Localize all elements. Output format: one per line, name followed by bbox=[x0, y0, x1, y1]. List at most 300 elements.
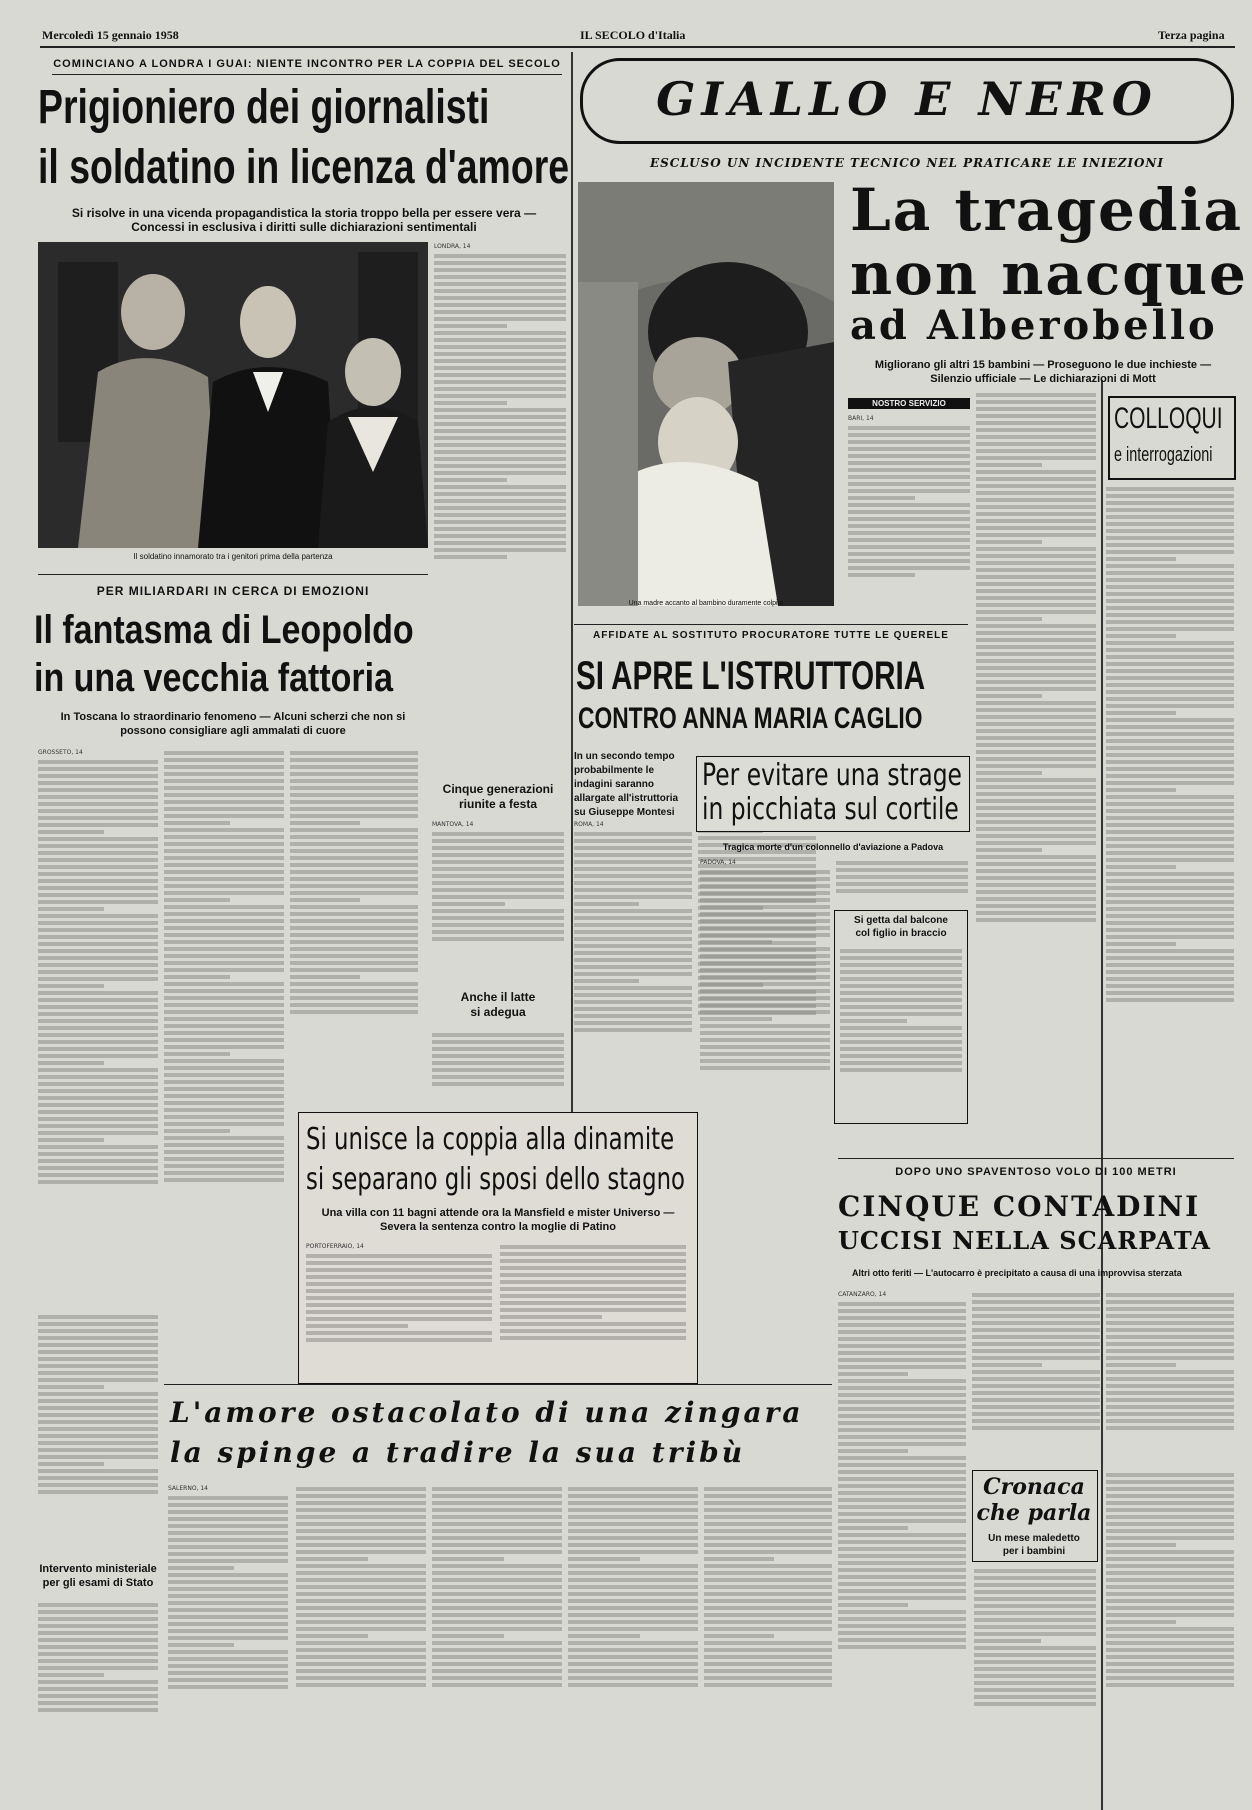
text-line bbox=[38, 942, 158, 946]
text-line bbox=[848, 524, 970, 528]
soldier-dateline: LONDRA, 14 bbox=[434, 243, 471, 250]
text-line bbox=[976, 722, 1096, 726]
generazioni-title: Cinque generazioni riunite a festa bbox=[442, 782, 554, 811]
text-line bbox=[432, 916, 564, 920]
text-line bbox=[164, 996, 284, 1000]
text-line bbox=[974, 1576, 1096, 1580]
text-line bbox=[290, 863, 418, 867]
text-line bbox=[838, 1323, 966, 1327]
text-line bbox=[972, 1370, 1100, 1374]
fantasma-body-4 bbox=[38, 1312, 158, 1552]
text-line bbox=[976, 673, 1096, 677]
text-line bbox=[434, 401, 507, 405]
text-line bbox=[700, 1003, 830, 1007]
caglio-title-1: SI APRE L'ISTRUTTORIA bbox=[576, 654, 926, 698]
text-line bbox=[838, 1589, 966, 1593]
text-line bbox=[700, 1038, 830, 1042]
text-line bbox=[838, 1344, 966, 1348]
text-line bbox=[500, 1308, 686, 1312]
text-line bbox=[164, 947, 284, 951]
text-line bbox=[976, 862, 1096, 866]
giallo-banner: GIALLO E NERO bbox=[656, 72, 1158, 126]
text-line bbox=[700, 1031, 830, 1035]
balcone-body bbox=[840, 946, 962, 1116]
latte-title: Anche il latte si adegua bbox=[460, 990, 536, 1019]
text-line bbox=[568, 1648, 698, 1652]
text-line bbox=[38, 1406, 158, 1410]
text-line bbox=[500, 1301, 686, 1305]
text-line bbox=[568, 1578, 698, 1582]
text-line bbox=[840, 956, 962, 960]
text-line bbox=[1106, 487, 1234, 491]
text-line bbox=[164, 856, 284, 860]
text-line bbox=[704, 1571, 832, 1575]
text-line bbox=[1106, 683, 1234, 687]
text-line bbox=[38, 1082, 158, 1086]
text-line bbox=[290, 912, 418, 916]
text-line bbox=[972, 1356, 1100, 1360]
text-line bbox=[434, 534, 566, 538]
text-line bbox=[574, 867, 692, 871]
text-line bbox=[500, 1287, 686, 1291]
caglio-kicker: AFFIDATE AL SOSTITUTO PROCURATORE TUTTE LE QUERELE bbox=[593, 630, 949, 641]
text-line bbox=[290, 786, 418, 790]
text-line bbox=[976, 834, 1096, 838]
text-line bbox=[848, 517, 970, 521]
text-line bbox=[972, 1426, 1100, 1430]
text-line bbox=[432, 1599, 562, 1603]
text-line bbox=[1106, 1655, 1234, 1659]
text-line bbox=[838, 1316, 966, 1320]
text-line bbox=[574, 902, 639, 906]
text-line bbox=[164, 961, 284, 965]
text-line bbox=[432, 895, 564, 899]
text-line bbox=[164, 1045, 284, 1049]
text-line bbox=[164, 1143, 284, 1147]
text-line bbox=[568, 1536, 698, 1540]
text-line bbox=[1106, 921, 1234, 925]
text-line bbox=[38, 1117, 158, 1121]
text-line bbox=[1106, 858, 1234, 862]
text-line bbox=[838, 1596, 966, 1600]
text-line bbox=[838, 1519, 966, 1523]
text-line bbox=[432, 930, 564, 934]
text-line bbox=[974, 1625, 1096, 1629]
text-line bbox=[432, 1494, 562, 1498]
text-line bbox=[1106, 1314, 1234, 1318]
text-line bbox=[306, 1310, 492, 1314]
text-line bbox=[38, 1089, 158, 1093]
text-line bbox=[976, 876, 1096, 880]
text-line bbox=[568, 1676, 698, 1680]
text-line bbox=[290, 919, 418, 923]
text-line bbox=[1106, 1356, 1234, 1360]
text-line bbox=[574, 832, 692, 836]
text-line bbox=[974, 1681, 1096, 1685]
text-line bbox=[972, 1342, 1100, 1346]
strage-body-2 bbox=[836, 858, 968, 908]
text-line bbox=[168, 1566, 234, 1570]
text-line bbox=[848, 566, 970, 570]
text-line bbox=[976, 883, 1096, 887]
text-line bbox=[848, 538, 970, 542]
text-line bbox=[290, 968, 418, 972]
text-line bbox=[164, 989, 284, 993]
text-line bbox=[432, 1676, 562, 1680]
soldier-kicker: COMINCIANO A LONDRA I GUAI: NIENTE INCONTRO PER LA COPPIA DEL SECOLO bbox=[53, 58, 561, 70]
text-line bbox=[296, 1592, 426, 1596]
text-line bbox=[38, 1103, 158, 1107]
text-line bbox=[164, 1157, 284, 1161]
text-line bbox=[296, 1501, 426, 1505]
soldier-caption: Il soldatino innamorato tra i genitori prima della partenza bbox=[133, 552, 333, 561]
text-line bbox=[700, 1066, 830, 1070]
text-line bbox=[976, 757, 1096, 761]
text-line bbox=[290, 842, 418, 846]
text-line bbox=[306, 1338, 492, 1342]
text-line bbox=[38, 1666, 158, 1670]
text-line bbox=[432, 1564, 562, 1568]
text-line bbox=[972, 1419, 1100, 1423]
text-line bbox=[164, 1024, 284, 1028]
text-line bbox=[974, 1583, 1096, 1587]
text-line bbox=[306, 1289, 492, 1293]
text-line bbox=[1106, 1363, 1176, 1367]
text-line bbox=[976, 638, 1096, 642]
text-line bbox=[38, 1364, 158, 1368]
text-line bbox=[434, 492, 566, 496]
text-line bbox=[976, 456, 1096, 460]
text-line bbox=[164, 898, 230, 902]
text-line bbox=[1106, 886, 1234, 890]
text-line bbox=[434, 506, 566, 510]
text-line bbox=[972, 1349, 1100, 1353]
text-line bbox=[432, 881, 564, 885]
text-line bbox=[164, 1087, 284, 1091]
text-line bbox=[976, 778, 1096, 782]
text-line bbox=[432, 1641, 562, 1645]
giallo-photo bbox=[578, 182, 834, 606]
text-line bbox=[1106, 1599, 1234, 1603]
text-line bbox=[432, 1557, 504, 1561]
text-line bbox=[164, 1136, 284, 1140]
text-line bbox=[432, 1592, 562, 1596]
text-line bbox=[976, 610, 1096, 614]
contadini-body-3 bbox=[1106, 1290, 1234, 1470]
text-line bbox=[500, 1266, 686, 1270]
text-line bbox=[1106, 1480, 1234, 1484]
text-line bbox=[296, 1676, 426, 1680]
text-line bbox=[848, 440, 970, 444]
text-line bbox=[290, 933, 418, 937]
text-line bbox=[38, 1371, 158, 1375]
text-line bbox=[568, 1655, 698, 1659]
text-line bbox=[974, 1639, 1041, 1643]
text-line bbox=[568, 1564, 698, 1568]
text-line bbox=[704, 1564, 832, 1568]
text-line bbox=[568, 1613, 698, 1617]
text-line bbox=[1106, 1487, 1234, 1491]
text-line bbox=[434, 513, 566, 517]
text-line bbox=[840, 1068, 962, 1072]
text-line bbox=[1106, 928, 1234, 932]
fantasma-dateline: GROSSETO, 14 bbox=[38, 749, 83, 756]
text-line bbox=[38, 1378, 158, 1382]
text-line bbox=[296, 1620, 426, 1624]
text-line bbox=[838, 1442, 966, 1446]
text-line bbox=[296, 1515, 426, 1519]
masthead-rule bbox=[40, 46, 1235, 48]
text-line bbox=[432, 1578, 562, 1582]
text-line bbox=[432, 1627, 562, 1631]
text-line bbox=[432, 846, 564, 850]
zingara-body-3 bbox=[432, 1484, 562, 1750]
text-line bbox=[838, 1645, 966, 1649]
text-line bbox=[1106, 1349, 1234, 1353]
text-line bbox=[840, 984, 962, 988]
text-line bbox=[38, 984, 104, 988]
text-line bbox=[434, 408, 566, 412]
text-line bbox=[1106, 907, 1234, 911]
text-line bbox=[1106, 970, 1234, 974]
text-line bbox=[972, 1377, 1100, 1381]
text-line bbox=[38, 1068, 158, 1072]
text-line bbox=[168, 1664, 288, 1668]
text-line bbox=[976, 554, 1096, 558]
text-line bbox=[700, 1052, 830, 1056]
date-line: Mercoledì 15 gennaio 1958 bbox=[42, 28, 179, 42]
text-line bbox=[568, 1669, 698, 1673]
text-line bbox=[840, 1047, 962, 1051]
text-line bbox=[164, 1178, 284, 1182]
text-line bbox=[1106, 613, 1234, 617]
text-line bbox=[38, 1145, 158, 1149]
soldier-title-2: il soldatino in licenza d'amore bbox=[38, 141, 570, 194]
text-line bbox=[704, 1599, 832, 1603]
text-line bbox=[38, 935, 158, 939]
contadini-kicker: DOPO UNO SPAVENTOSO VOLO DI 100 METRI bbox=[895, 1166, 1177, 1178]
text-line bbox=[1106, 1529, 1234, 1533]
text-line bbox=[290, 926, 418, 930]
text-line bbox=[38, 1166, 158, 1170]
text-line bbox=[432, 1613, 562, 1617]
text-line bbox=[290, 828, 418, 832]
text-line bbox=[306, 1303, 492, 1307]
text-line bbox=[568, 1494, 698, 1498]
text-line bbox=[434, 555, 507, 559]
text-line bbox=[434, 331, 566, 335]
text-line bbox=[432, 1536, 562, 1540]
text-line bbox=[434, 345, 566, 349]
text-line bbox=[1106, 662, 1234, 666]
text-line bbox=[296, 1550, 426, 1554]
text-line bbox=[432, 874, 564, 878]
text-line bbox=[434, 373, 566, 377]
zingara-title-2: la spinge a tradire la sua tribù bbox=[170, 1436, 746, 1469]
text-line bbox=[164, 870, 284, 874]
text-line bbox=[848, 433, 970, 437]
text-line bbox=[434, 359, 566, 363]
text-line bbox=[574, 965, 692, 969]
text-line bbox=[290, 996, 418, 1000]
text-line bbox=[840, 977, 962, 981]
text-line bbox=[704, 1634, 774, 1638]
text-line bbox=[38, 1673, 104, 1677]
text-line bbox=[296, 1585, 426, 1589]
text-line bbox=[38, 1019, 158, 1023]
text-line bbox=[838, 1505, 966, 1509]
text-line bbox=[38, 1659, 158, 1663]
text-line bbox=[1106, 655, 1234, 659]
text-line bbox=[434, 310, 566, 314]
text-line bbox=[432, 1543, 562, 1547]
text-line bbox=[164, 793, 284, 797]
text-line bbox=[38, 1687, 158, 1691]
text-line bbox=[434, 429, 566, 433]
text-line bbox=[704, 1613, 832, 1617]
text-line bbox=[574, 930, 692, 934]
text-line bbox=[1106, 1592, 1234, 1596]
text-line bbox=[704, 1641, 832, 1645]
text-line bbox=[434, 254, 566, 258]
text-line bbox=[38, 1413, 158, 1417]
text-line bbox=[1106, 1494, 1234, 1498]
text-line bbox=[838, 1484, 966, 1488]
section-rule bbox=[164, 1384, 832, 1385]
text-line bbox=[306, 1261, 492, 1265]
text-line bbox=[164, 1150, 284, 1154]
text-line bbox=[974, 1618, 1096, 1622]
text-line bbox=[700, 954, 830, 958]
text-line bbox=[1106, 1557, 1234, 1561]
text-line bbox=[1106, 900, 1234, 904]
text-line bbox=[976, 484, 1096, 488]
text-line bbox=[976, 743, 1096, 747]
text-line bbox=[1106, 522, 1234, 526]
text-line bbox=[38, 1385, 104, 1389]
text-line bbox=[164, 926, 284, 930]
intervento-title: Intervento ministeriale per gli esami di Stato bbox=[39, 1563, 157, 1589]
text-line bbox=[838, 1379, 966, 1383]
text-line bbox=[698, 836, 816, 840]
text-line bbox=[838, 1421, 966, 1425]
text-line bbox=[1106, 739, 1234, 743]
text-line bbox=[38, 1680, 158, 1684]
text-line bbox=[434, 387, 566, 391]
text-line bbox=[168, 1671, 288, 1675]
text-line bbox=[848, 468, 970, 472]
text-line bbox=[164, 884, 284, 888]
text-line bbox=[38, 1455, 158, 1459]
text-line bbox=[38, 1343, 158, 1347]
text-line bbox=[38, 1012, 158, 1016]
text-line bbox=[500, 1273, 686, 1277]
text-line bbox=[838, 1302, 966, 1306]
coppia-body-1 bbox=[306, 1242, 492, 1372]
text-line bbox=[838, 1617, 966, 1621]
text-line bbox=[976, 624, 1096, 628]
text-line bbox=[168, 1552, 288, 1556]
text-line bbox=[1106, 585, 1234, 589]
text-line bbox=[38, 893, 158, 897]
text-line bbox=[306, 1296, 492, 1300]
text-line bbox=[432, 1487, 562, 1491]
text-line bbox=[164, 975, 230, 979]
text-line bbox=[574, 993, 692, 997]
giallo-title-2: non nacque bbox=[850, 240, 1248, 308]
text-line bbox=[432, 867, 564, 871]
text-line bbox=[38, 1336, 158, 1340]
text-line bbox=[974, 1688, 1096, 1692]
soldier-title-1: Prigioniero dei giornalisti bbox=[38, 81, 490, 134]
text-line bbox=[976, 505, 1096, 509]
text-line bbox=[976, 596, 1096, 600]
text-line bbox=[574, 1007, 692, 1011]
text-line bbox=[1106, 697, 1234, 701]
text-line bbox=[976, 827, 1096, 831]
section-rule bbox=[38, 574, 428, 575]
text-line bbox=[1106, 543, 1234, 547]
text-line bbox=[1106, 851, 1234, 855]
text-line bbox=[838, 1533, 966, 1537]
text-line bbox=[840, 1012, 962, 1016]
text-line bbox=[838, 1470, 966, 1474]
text-line bbox=[38, 851, 158, 855]
text-line bbox=[38, 1631, 158, 1635]
text-line bbox=[38, 998, 158, 1002]
text-line bbox=[38, 1483, 158, 1487]
text-line bbox=[164, 800, 284, 804]
text-line bbox=[976, 806, 1096, 810]
text-line bbox=[1106, 823, 1234, 827]
text-line bbox=[700, 933, 830, 937]
text-line bbox=[296, 1683, 426, 1687]
text-line bbox=[1106, 1426, 1234, 1430]
coppia-body-2 bbox=[500, 1242, 686, 1372]
text-line bbox=[432, 1683, 562, 1687]
text-line bbox=[972, 1300, 1100, 1304]
page-label: Terza pagina bbox=[1158, 28, 1225, 42]
text-line bbox=[1106, 627, 1234, 631]
cronaca-body bbox=[974, 1566, 1096, 1750]
text-line bbox=[974, 1695, 1096, 1699]
text-line bbox=[168, 1643, 234, 1647]
text-line bbox=[704, 1669, 832, 1673]
text-line bbox=[500, 1329, 686, 1333]
text-line bbox=[38, 1624, 158, 1628]
text-line bbox=[574, 1028, 692, 1032]
text-line bbox=[290, 807, 418, 811]
text-line bbox=[836, 861, 968, 865]
text-line bbox=[574, 986, 692, 990]
text-line bbox=[290, 905, 418, 909]
text-line bbox=[500, 1336, 686, 1340]
text-line bbox=[1106, 1391, 1234, 1395]
text-line bbox=[976, 785, 1096, 789]
strage-title-1: Per evitare una strage bbox=[702, 758, 962, 793]
strage-body-1 bbox=[700, 858, 830, 1128]
text-line bbox=[974, 1604, 1096, 1608]
text-line bbox=[1106, 1321, 1234, 1325]
text-line bbox=[168, 1601, 288, 1605]
text-line bbox=[838, 1351, 966, 1355]
text-line bbox=[840, 1061, 962, 1065]
text-line bbox=[432, 839, 564, 843]
text-line bbox=[568, 1606, 698, 1610]
text-line bbox=[296, 1634, 368, 1638]
text-line bbox=[434, 338, 566, 342]
text-line bbox=[1106, 1613, 1234, 1617]
